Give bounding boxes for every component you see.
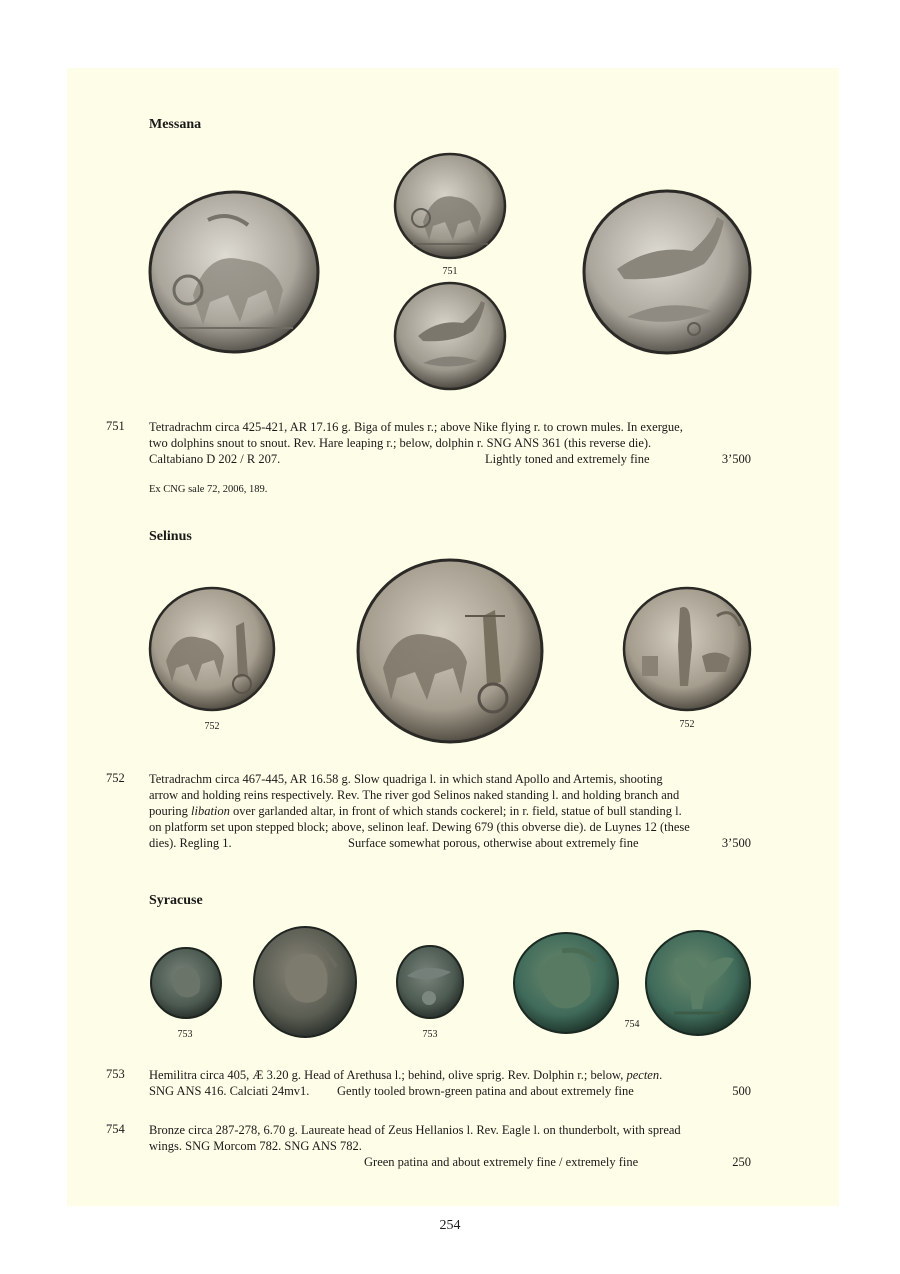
lot-753-condition: Gently tooled brown-green patina and about extremely fine [337,1084,634,1098]
lot-753-price: 500 [732,1084,751,1098]
lot-752-line-3 [149,803,751,819]
coin-752-reverse-image [622,586,752,712]
lot-description-754 [149,1122,751,1170]
lot-number-752: 752 [106,771,125,785]
lot-752-line-3b: over garlanded altar, in front of which stands cockerel; in r. field, statue of bull standing l. [229,804,682,818]
lot-752-line-4: on platform set upon stepped block; above, selinon leaf. Dewing 679 (this obverse die). de Luynes 12 (these [149,820,690,834]
coin-753-reverse-image [395,944,465,1020]
lot-754-line-3 [149,1154,751,1170]
coin-751-obverse-small-image [393,152,507,260]
lot-751-line-3 [149,451,751,467]
coin-753-obverse-small-image [149,946,223,1020]
coin-754-reverse-image [644,929,752,1037]
lot-753-line-1a: Hemilitra circa 405, Æ 3.20 g. Head of Arethusa l.; behind, olive sprig. Rev. Dolphin r.; below, [149,1068,627,1082]
lot-number-751: 751 [106,419,125,433]
section-title-selinus: Selinus [149,529,192,544]
lot-752-line-3-italic: libation [191,804,230,818]
lot-description-753 [149,1067,751,1099]
lot-752-references: dies). Regling 1. [149,836,232,850]
coin-752-obverse-large-image [355,556,545,746]
lot-751-references: Caltabiano D 202 / R 207. [149,452,281,466]
coin-752-obverse-small-image [148,586,276,713]
coin-751-reverse-small-image [393,281,507,391]
lot-752-price: 3’500 [721,836,751,850]
section-title-messana: Messana [149,117,202,132]
lot-751-line-2: two dolphins snout to snout. Rev. Hare leaping r.; below, dolphin r. SNG ANS 361 (this reverse die). [149,436,652,450]
lot-description-752 [149,771,751,851]
coin-label-754: 754 [624,1019,640,1030]
lot-754-condition: Green patina and about extremely fine / extremely fine [364,1155,639,1169]
lot-753-references: SNG ANS 416. Calciati 24mv1. [149,1084,310,1098]
coin-label-751: 751 [442,266,458,277]
lot-753-line-1-italic: pecten [626,1068,660,1082]
coin-754-obverse-image [512,931,620,1035]
coin-751-obverse-large-image [148,190,320,355]
lot-752-condition: Surface somewhat porous, otherwise about extremely fine [348,836,639,850]
lot-753-line-1 [149,1067,751,1083]
lot-752-line-3a: pouring [149,804,192,818]
coin-753-obverse-large-image [252,925,358,1039]
coin-751-reverse-large-image [582,189,752,355]
section-title-syracuse: Syracuse [149,893,203,908]
lot-754-price: 250 [732,1155,751,1169]
coin-label-753-right: 753 [422,1029,438,1040]
lot-751-provenance: Ex CNG sale 72, 2006, 189. [149,484,268,495]
lot-751-condition: Lightly toned and extremely fine [485,452,650,466]
lot-753-line-2 [149,1083,751,1099]
lot-754-line-1: Bronze circa 287-278, 6.70 g. Laureate head of Zeus Hellanios l. Rev. Eagle l. on thunderbolt, with spread [149,1123,681,1137]
lot-752-line-5 [149,835,751,851]
page-number: 254 [439,1218,461,1233]
lot-description-751 [149,419,751,467]
coin-label-752-right: 752 [679,719,695,730]
lot-751-price: 3’500 [721,452,751,466]
lot-752-line-2: arrow and holding reins respectively. Rev. The river god Selinos naked standing l. and holding branch and [149,788,680,802]
lot-number-754: 754 [106,1122,125,1136]
coin-label-752-left: 752 [204,721,220,732]
lot-751-line-1: Tetradrachm circa 425-421, AR 17.16 g. Biga of mules r.; above Nike flying r. to crown mules. In exergue, [149,420,683,434]
lot-number-753: 753 [106,1067,125,1081]
lot-753-line-1b: . [659,1068,663,1082]
coin-label-753-left: 753 [177,1029,193,1040]
lot-752-line-1: Tetradrachm circa 467-445, AR 16.58 g. Slow quadriga l. in which stand Apollo and Artemis, shooting [149,772,663,786]
lot-754-line-2: wings. SNG Morcom 782. SNG ANS 782. [149,1139,362,1153]
